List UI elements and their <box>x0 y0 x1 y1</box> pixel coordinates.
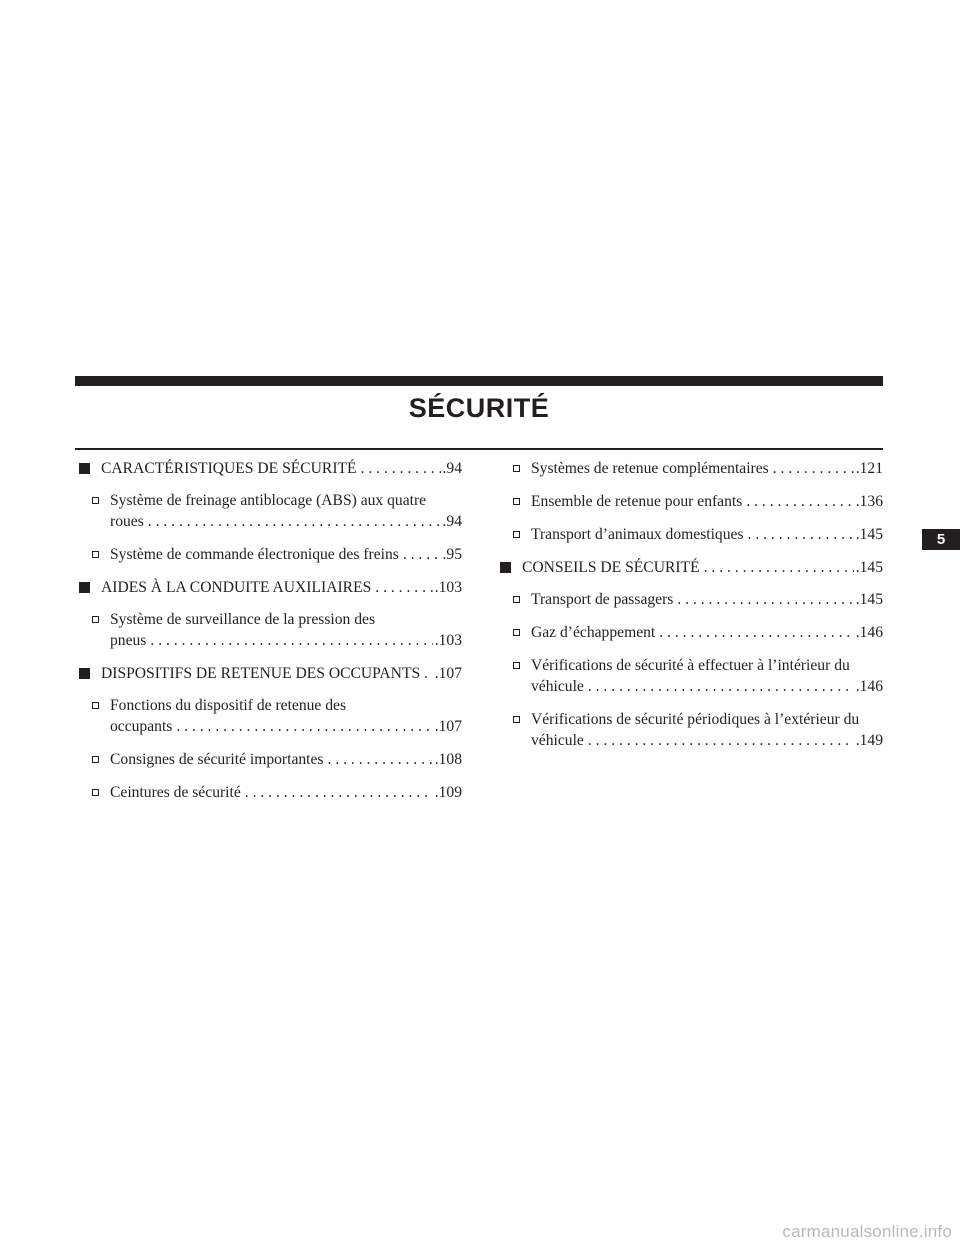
box-bullet-icon <box>92 756 99 763</box>
box-bullet-icon <box>513 662 520 669</box>
toc-entry-text: Système de surveillance de la pression des <box>110 611 376 628</box>
toc-entry-text: roues <box>110 513 144 530</box>
toc-page-number: .149 <box>855 732 883 749</box>
toc-subsection-entry[interactable] <box>499 622 883 643</box>
toc-entry-text: occupants <box>110 718 173 735</box>
toc-entry-text: Vérifications de sécurité périodiques à l’extérieur du <box>531 711 860 728</box>
toc-page-number: .121 <box>855 460 883 477</box>
toc-entry-text: Vérifications de sécurité à effectuer à l’intérieur du <box>531 657 850 674</box>
dot-leader <box>769 458 854 479</box>
toc-section-entry[interactable] <box>78 458 462 479</box>
toc-entry-text: Ceintures de sécurité <box>110 784 241 801</box>
toc-entry-text: Ensemble de retenue pour enfants <box>531 493 743 510</box>
box-bullet-icon <box>513 629 520 636</box>
toc-entry-text: CONSEILS DE SÉCURITÉ <box>522 559 700 576</box>
toc-page-number: .109 <box>434 784 462 801</box>
box-bullet-icon <box>513 596 520 603</box>
toc-page-number: .108 <box>434 751 462 768</box>
toc-subsection-entry[interactable] <box>78 544 462 565</box>
toc-page-number: .103 <box>434 579 462 596</box>
toc-column-right <box>499 458 883 763</box>
dot-leader <box>399 544 441 565</box>
toc-page-number: .94 <box>442 460 462 477</box>
toc-entry-text: véhicule <box>531 678 584 695</box>
toc-page-number: .136 <box>855 493 883 510</box>
dot-leader <box>420 663 433 684</box>
toc-entry-text: véhicule <box>531 732 584 749</box>
toc-subsection-entry[interactable] <box>499 491 883 512</box>
toc-entry-text: CARACTÉRISTIQUES DE SÉCURITÉ <box>101 460 357 477</box>
dot-leader <box>146 630 432 651</box>
dot-leader <box>700 557 854 578</box>
toc-page-number: .107 <box>434 718 462 735</box>
toc-subsection-entry[interactable] <box>499 458 883 479</box>
box-bullet-icon <box>92 789 99 796</box>
toc-subsection-entry[interactable] <box>499 589 883 610</box>
dot-leader <box>357 458 441 479</box>
toc-subsection-entry[interactable] <box>499 655 883 697</box>
square-bullet-icon <box>79 668 90 679</box>
square-bullet-icon <box>79 582 90 593</box>
toc-entry-text: Transport de passagers <box>531 591 674 608</box>
dot-leader <box>584 676 854 697</box>
square-bullet-icon <box>500 562 511 573</box>
toc-subsection-entry[interactable] <box>499 524 883 545</box>
toc-entry-text: Système de freinage antiblocage (ABS) aux quatre <box>110 492 427 509</box>
toc-entry-text: Système de commande électronique des freins <box>110 546 399 563</box>
toc-entry-text: DISPOSITIFS DE RETENUE DES OCCUPANTS <box>101 665 421 682</box>
toc-entry-text: Consignes de sécurité importantes <box>110 751 324 768</box>
toc-page-number: .103 <box>434 632 462 649</box>
toc-page-number: .95 <box>442 546 462 563</box>
dot-leader <box>371 577 432 598</box>
box-bullet-icon <box>92 551 99 558</box>
toc-section-entry[interactable] <box>78 663 462 684</box>
box-bullet-icon <box>92 702 99 709</box>
toc-column-left <box>78 458 462 815</box>
toc-entry-text: Transport d’animaux domestiques <box>531 526 744 543</box>
toc-entry-text: AIDES À LA CONDUITE AUXILIAIRES <box>101 579 372 596</box>
dot-leader <box>744 524 854 545</box>
dot-leader <box>241 782 433 803</box>
chapter-bottom-rule <box>75 448 883 450</box>
square-bullet-icon <box>79 463 90 474</box>
toc-entry-text: Fonctions du dispositif de retenue des <box>110 697 347 714</box>
toc-subsection-entry[interactable] <box>78 749 462 770</box>
box-bullet-icon <box>92 497 99 504</box>
dot-leader <box>172 716 432 737</box>
toc-entry-text: Systèmes de retenue complémentaires <box>531 460 769 477</box>
toc-page-number: .145 <box>855 591 883 608</box>
toc-subsection-entry[interactable] <box>78 609 462 651</box>
watermark: carmanualsonline.info <box>782 1222 952 1241</box>
toc-page-number: .107 <box>434 665 462 682</box>
toc-subsection-entry[interactable] <box>499 709 883 751</box>
toc-subsection-entry[interactable] <box>78 490 462 532</box>
dot-leader <box>742 491 853 512</box>
dot-leader <box>144 511 441 532</box>
box-bullet-icon <box>513 531 520 538</box>
toc-section-entry[interactable] <box>499 557 883 578</box>
toc-page-number: .145 <box>855 559 883 576</box>
toc-subsection-entry[interactable] <box>78 782 462 803</box>
dot-leader <box>655 622 853 643</box>
toc-subsection-entry[interactable] <box>78 695 462 737</box>
toc-entry-text: pneus <box>110 632 147 649</box>
dot-leader <box>324 749 433 770</box>
dot-leader <box>673 589 853 610</box>
chapter-top-rule <box>75 376 883 386</box>
toc-section-entry[interactable] <box>78 577 462 598</box>
toc-page-number: .146 <box>855 678 883 695</box>
toc-page-number: .94 <box>442 513 462 530</box>
toc-page-number: .146 <box>855 624 883 641</box>
chapter-title: SÉCURITÉ <box>408 393 550 423</box>
dot-leader <box>584 730 854 751</box>
box-bullet-icon <box>513 498 520 505</box>
box-bullet-icon <box>92 616 99 623</box>
box-bullet-icon <box>513 716 520 723</box>
chapter-tab: 5 <box>922 529 960 550</box>
toc-entry-text: Gaz d’échappement <box>531 624 656 641</box>
toc-page-number: .145 <box>855 526 883 543</box>
box-bullet-icon <box>513 465 520 472</box>
